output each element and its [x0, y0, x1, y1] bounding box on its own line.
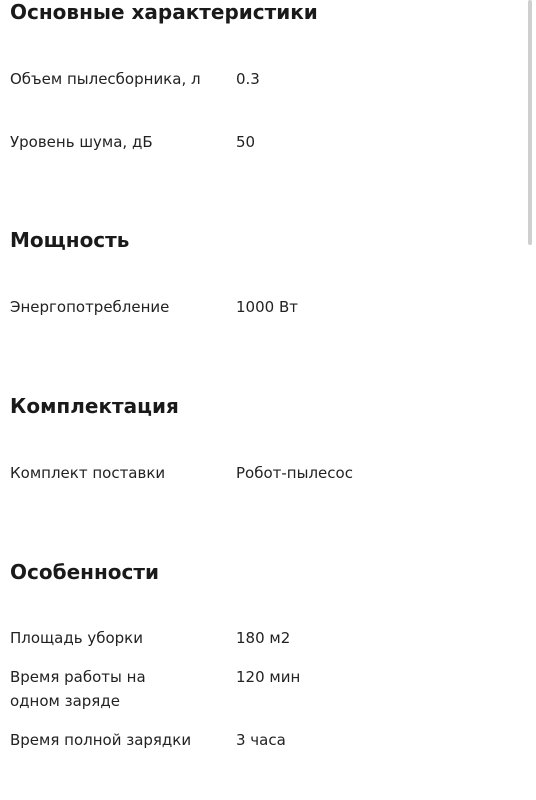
spec-label-runtime: Время работы на одном заряде — [10, 668, 146, 710]
spec-value-power-consumption: 1000 Вт — [236, 298, 298, 316]
spec-label-noise-level: Уровень шума, дБ — [10, 133, 153, 151]
section-title-main-specs: Основные характеристики — [10, 0, 318, 24]
spec-value-charge-time: 3 часа — [236, 731, 286, 749]
spec-value-package-contents: Робот-пылесос — [236, 464, 353, 482]
section-title-features: Особенности — [10, 560, 159, 584]
section-title-power: Мощность — [10, 228, 130, 252]
section-title-package: Комплектация — [10, 394, 179, 418]
spec-label-charge-time: Время полной зарядки — [10, 731, 192, 749]
spec-label-dust-volume: Объем пылесборника, л — [10, 70, 201, 88]
vertical-scrollbar[interactable] — [528, 0, 532, 245]
spec-label-cleaning-area: Площадь уборки — [10, 629, 143, 647]
spec-value-dust-volume: 0.3 — [236, 70, 260, 88]
spec-label-package-contents: Комплект поставки — [10, 464, 166, 482]
spec-value-cleaning-area: 180 м2 — [236, 629, 291, 647]
spec-value-noise-level: 50 — [236, 133, 256, 151]
spec-value-runtime: 120 мин — [236, 668, 301, 686]
spec-label-power-consumption: Энергопотребление — [10, 298, 170, 316]
